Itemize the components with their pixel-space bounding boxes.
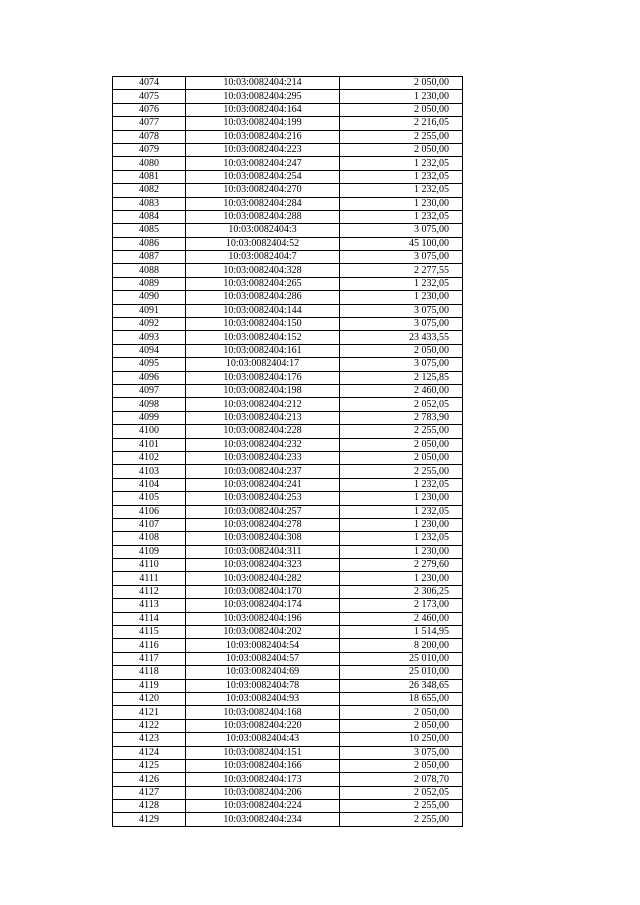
cadastral-number-cell: 10:03:0082404:224 [186,800,340,813]
cadastral-number-cell: 10:03:0082404:257 [186,505,340,518]
table-row [113,291,463,304]
cadastral-number-cell: 10:03:0082404:168 [186,706,340,719]
cadastral-number-cell: 10:03:0082404:3 [186,224,340,237]
table-row [113,478,463,491]
row-number-cell: 4109 [113,545,186,558]
cadastral-number-cell: 10:03:0082404:282 [186,572,340,585]
amount-cell: 3 075,00 [340,746,463,759]
table-row [113,358,463,371]
amount-cell: 3 075,00 [340,251,463,264]
cadastral-number-cell: 10:03:0082404:228 [186,425,340,438]
cadastral-number-cell: 10:03:0082404:69 [186,666,340,679]
table-body [113,77,463,827]
cadastral-number-cell: 10:03:0082404:198 [186,384,340,397]
cadastral-number-cell: 10:03:0082404:253 [186,492,340,505]
cadastral-number-cell: 10:03:0082404:323 [186,559,340,572]
cadastral-number-cell: 10:03:0082404:223 [186,143,340,156]
cadastral-number-cell: 10:03:0082404:166 [186,759,340,772]
amount-cell: 1 232,05 [340,505,463,518]
amount-cell: 1 232,05 [340,532,463,545]
table-row [113,170,463,183]
amount-cell: 1 230,00 [340,545,463,558]
cadastral-number-cell: 10:03:0082404:241 [186,478,340,491]
row-number-cell: 4129 [113,813,186,826]
amount-cell: 2 050,00 [340,438,463,451]
amount-cell: 2 255,00 [340,130,463,143]
table-row [113,492,463,505]
table-row [113,117,463,130]
cadastral-number-cell: 10:03:0082404:144 [186,304,340,317]
cadastral-number-cell: 10:03:0082404:216 [186,130,340,143]
amount-cell: 2 783,90 [340,411,463,424]
row-number-cell: 4111 [113,572,186,585]
row-number-cell: 4080 [113,157,186,170]
amount-cell: 2 052,05 [340,786,463,799]
amount-cell: 1 230,00 [340,197,463,210]
amount-cell: 1 230,00 [340,90,463,103]
row-number-cell: 4074 [113,77,186,90]
row-number-cell: 4099 [113,411,186,424]
row-number-cell: 4123 [113,733,186,746]
table-row [113,224,463,237]
row-number-cell: 4110 [113,559,186,572]
cadastral-number-cell: 10:03:0082404:220 [186,719,340,732]
cadastral-number-cell: 10:03:0082404:212 [186,398,340,411]
cadastral-number-cell: 10:03:0082404:17 [186,358,340,371]
amount-cell: 1 230,00 [340,492,463,505]
amount-cell: 2 255,00 [340,465,463,478]
table-row [113,465,463,478]
row-number-cell: 4117 [113,652,186,665]
amount-cell: 2 255,00 [340,813,463,826]
table-row [113,639,463,652]
amount-cell: 1 230,00 [340,572,463,585]
cadastral-number-cell: 10:03:0082404:233 [186,451,340,464]
amount-cell: 2 052,05 [340,398,463,411]
cadastral-number-cell: 10:03:0082404:78 [186,679,340,692]
row-number-cell: 4094 [113,344,186,357]
amount-cell: 2 050,00 [340,719,463,732]
table-row [113,559,463,572]
cadastral-number-cell: 10:03:0082404:237 [186,465,340,478]
table-row [113,572,463,585]
land-plot-table [112,76,463,827]
amount-cell: 2 460,00 [340,612,463,625]
amount-cell: 25 010,00 [340,666,463,679]
cadastral-number-cell: 10:03:0082404:164 [186,103,340,116]
table-row [113,318,463,331]
table-row [113,411,463,424]
row-number-cell: 4089 [113,277,186,290]
table-row [113,612,463,625]
amount-cell: 2 279,60 [340,559,463,572]
cadastral-number-cell: 10:03:0082404:234 [186,813,340,826]
row-number-cell: 4093 [113,331,186,344]
row-number-cell: 4078 [113,130,186,143]
row-number-cell: 4101 [113,438,186,451]
amount-cell: 2 050,00 [340,77,463,90]
row-number-cell: 4075 [113,90,186,103]
table-row [113,786,463,799]
row-number-cell: 4097 [113,384,186,397]
table-row [113,746,463,759]
cadastral-number-cell: 10:03:0082404:286 [186,291,340,304]
row-number-cell: 4098 [113,398,186,411]
row-number-cell: 4085 [113,224,186,237]
amount-cell: 1 232,05 [340,157,463,170]
row-number-cell: 4091 [113,304,186,317]
cadastral-number-cell: 10:03:0082404:7 [186,251,340,264]
table-row [113,277,463,290]
amount-cell: 3 075,00 [340,224,463,237]
amount-cell: 1 232,05 [340,184,463,197]
table-row [113,344,463,357]
table-row [113,197,463,210]
amount-cell: 1 232,05 [340,277,463,290]
amount-cell: 1 514,95 [340,626,463,639]
cadastral-number-cell: 10:03:0082404:52 [186,237,340,250]
row-number-cell: 4084 [113,210,186,223]
amount-cell: 2 050,00 [340,143,463,156]
table-row [113,237,463,250]
cadastral-number-cell: 10:03:0082404:54 [186,639,340,652]
cadastral-number-cell: 10:03:0082404:173 [186,773,340,786]
table-row [113,130,463,143]
row-number-cell: 4081 [113,170,186,183]
amount-cell: 2 216,05 [340,117,463,130]
amount-cell: 2 050,00 [340,451,463,464]
cadastral-number-cell: 10:03:0082404:150 [186,318,340,331]
table-row [113,371,463,384]
amount-cell: 2 050,00 [340,759,463,772]
row-number-cell: 4114 [113,612,186,625]
table-row [113,652,463,665]
table-row [113,90,463,103]
table-row [113,438,463,451]
row-number-cell: 4100 [113,425,186,438]
cadastral-number-cell: 10:03:0082404:206 [186,786,340,799]
row-number-cell: 4116 [113,639,186,652]
cadastral-number-cell: 10:03:0082404:161 [186,344,340,357]
table-row [113,719,463,732]
cadastral-number-cell: 10:03:0082404:57 [186,652,340,665]
table-row [113,599,463,612]
amount-cell: 10 250,00 [340,733,463,746]
row-number-cell: 4113 [113,599,186,612]
row-number-cell: 4108 [113,532,186,545]
cadastral-number-cell: 10:03:0082404:93 [186,692,340,705]
amount-cell: 1 232,05 [340,170,463,183]
amount-cell: 2 460,00 [340,384,463,397]
amount-cell: 2 050,00 [340,103,463,116]
cadastral-number-cell: 10:03:0082404:152 [186,331,340,344]
table-row [113,706,463,719]
amount-cell: 23 433,55 [340,331,463,344]
cadastral-number-cell: 10:03:0082404:213 [186,411,340,424]
table-row [113,585,463,598]
amount-cell: 2 255,00 [340,800,463,813]
row-number-cell: 4126 [113,773,186,786]
table-row [113,264,463,277]
table-row [113,304,463,317]
row-number-cell: 4107 [113,518,186,531]
row-number-cell: 4127 [113,786,186,799]
amount-cell: 2 277,55 [340,264,463,277]
table-row [113,398,463,411]
table-row [113,692,463,705]
amount-cell: 45 100,00 [340,237,463,250]
row-number-cell: 4120 [113,692,186,705]
amount-cell: 1 230,00 [340,291,463,304]
table-row [113,773,463,786]
row-number-cell: 4082 [113,184,186,197]
row-number-cell: 4077 [113,117,186,130]
amount-cell: 2 173,00 [340,599,463,612]
table-row [113,210,463,223]
cadastral-number-cell: 10:03:0082404:308 [186,532,340,545]
row-number-cell: 4119 [113,679,186,692]
row-number-cell: 4083 [113,197,186,210]
cadastral-number-cell: 10:03:0082404:176 [186,371,340,384]
cadastral-number-cell: 10:03:0082404:202 [186,626,340,639]
table-row [113,626,463,639]
cadastral-number-cell: 10:03:0082404:288 [186,210,340,223]
row-number-cell: 4124 [113,746,186,759]
row-number-cell: 4096 [113,371,186,384]
row-number-cell: 4092 [113,318,186,331]
row-number-cell: 4104 [113,478,186,491]
table-row [113,545,463,558]
table-row [113,800,463,813]
cadastral-number-cell: 10:03:0082404:295 [186,90,340,103]
amount-cell: 1 232,05 [340,210,463,223]
table-row [113,331,463,344]
cadastral-number-cell: 10:03:0082404:196 [186,612,340,625]
table-row [113,103,463,116]
amount-cell: 8 200,00 [340,639,463,652]
amount-cell: 3 075,00 [340,318,463,331]
table-row [113,532,463,545]
row-number-cell: 4076 [113,103,186,116]
row-number-cell: 4087 [113,251,186,264]
row-number-cell: 4125 [113,759,186,772]
table-row [113,384,463,397]
cadastral-number-cell: 10:03:0082404:284 [186,197,340,210]
table-row [113,505,463,518]
row-number-cell: 4103 [113,465,186,478]
cadastral-number-cell: 10:03:0082404:151 [186,746,340,759]
amount-cell: 25 010,00 [340,652,463,665]
table-row [113,77,463,90]
cadastral-number-cell: 10:03:0082404:199 [186,117,340,130]
cadastral-number-cell: 10:03:0082404:328 [186,264,340,277]
row-number-cell: 4106 [113,505,186,518]
table-row [113,425,463,438]
cadastral-number-cell: 10:03:0082404:170 [186,585,340,598]
cadastral-number-cell: 10:03:0082404:311 [186,545,340,558]
cadastral-number-cell: 10:03:0082404:247 [186,157,340,170]
row-number-cell: 4086 [113,237,186,250]
amount-cell: 2 078,70 [340,773,463,786]
amount-cell: 2 050,00 [340,344,463,357]
table-row [113,518,463,531]
table-row [113,813,463,826]
row-number-cell: 4090 [113,291,186,304]
table-row [113,451,463,464]
amount-cell: 2 125,85 [340,371,463,384]
cadastral-number-cell: 10:03:0082404:174 [186,599,340,612]
cadastral-number-cell: 10:03:0082404:254 [186,170,340,183]
row-number-cell: 4105 [113,492,186,505]
table-row [113,733,463,746]
row-number-cell: 4118 [113,666,186,679]
table-row [113,184,463,197]
amount-cell: 2 255,00 [340,425,463,438]
row-number-cell: 4095 [113,358,186,371]
table-row [113,679,463,692]
row-number-cell: 4128 [113,800,186,813]
table-row [113,157,463,170]
cadastral-number-cell: 10:03:0082404:214 [186,77,340,90]
amount-cell: 3 075,00 [340,304,463,317]
row-number-cell: 4079 [113,143,186,156]
cadastral-number-cell: 10:03:0082404:270 [186,184,340,197]
amount-cell: 2 306,25 [340,585,463,598]
amount-cell: 1 230,00 [340,518,463,531]
amount-cell: 26 348,65 [340,679,463,692]
cadastral-number-cell: 10:03:0082404:43 [186,733,340,746]
amount-cell: 2 050,00 [340,706,463,719]
row-number-cell: 4121 [113,706,186,719]
table-row [113,251,463,264]
amount-cell: 3 075,00 [340,358,463,371]
cadastral-number-cell: 10:03:0082404:232 [186,438,340,451]
row-number-cell: 4122 [113,719,186,732]
cadastral-number-cell: 10:03:0082404:278 [186,518,340,531]
row-number-cell: 4102 [113,451,186,464]
table-row [113,666,463,679]
cadastral-number-cell: 10:03:0082404:265 [186,277,340,290]
row-number-cell: 4088 [113,264,186,277]
row-number-cell: 4112 [113,585,186,598]
row-number-cell: 4115 [113,626,186,639]
table-row [113,759,463,772]
amount-cell: 1 232,05 [340,478,463,491]
table-row [113,143,463,156]
amount-cell: 18 655,00 [340,692,463,705]
